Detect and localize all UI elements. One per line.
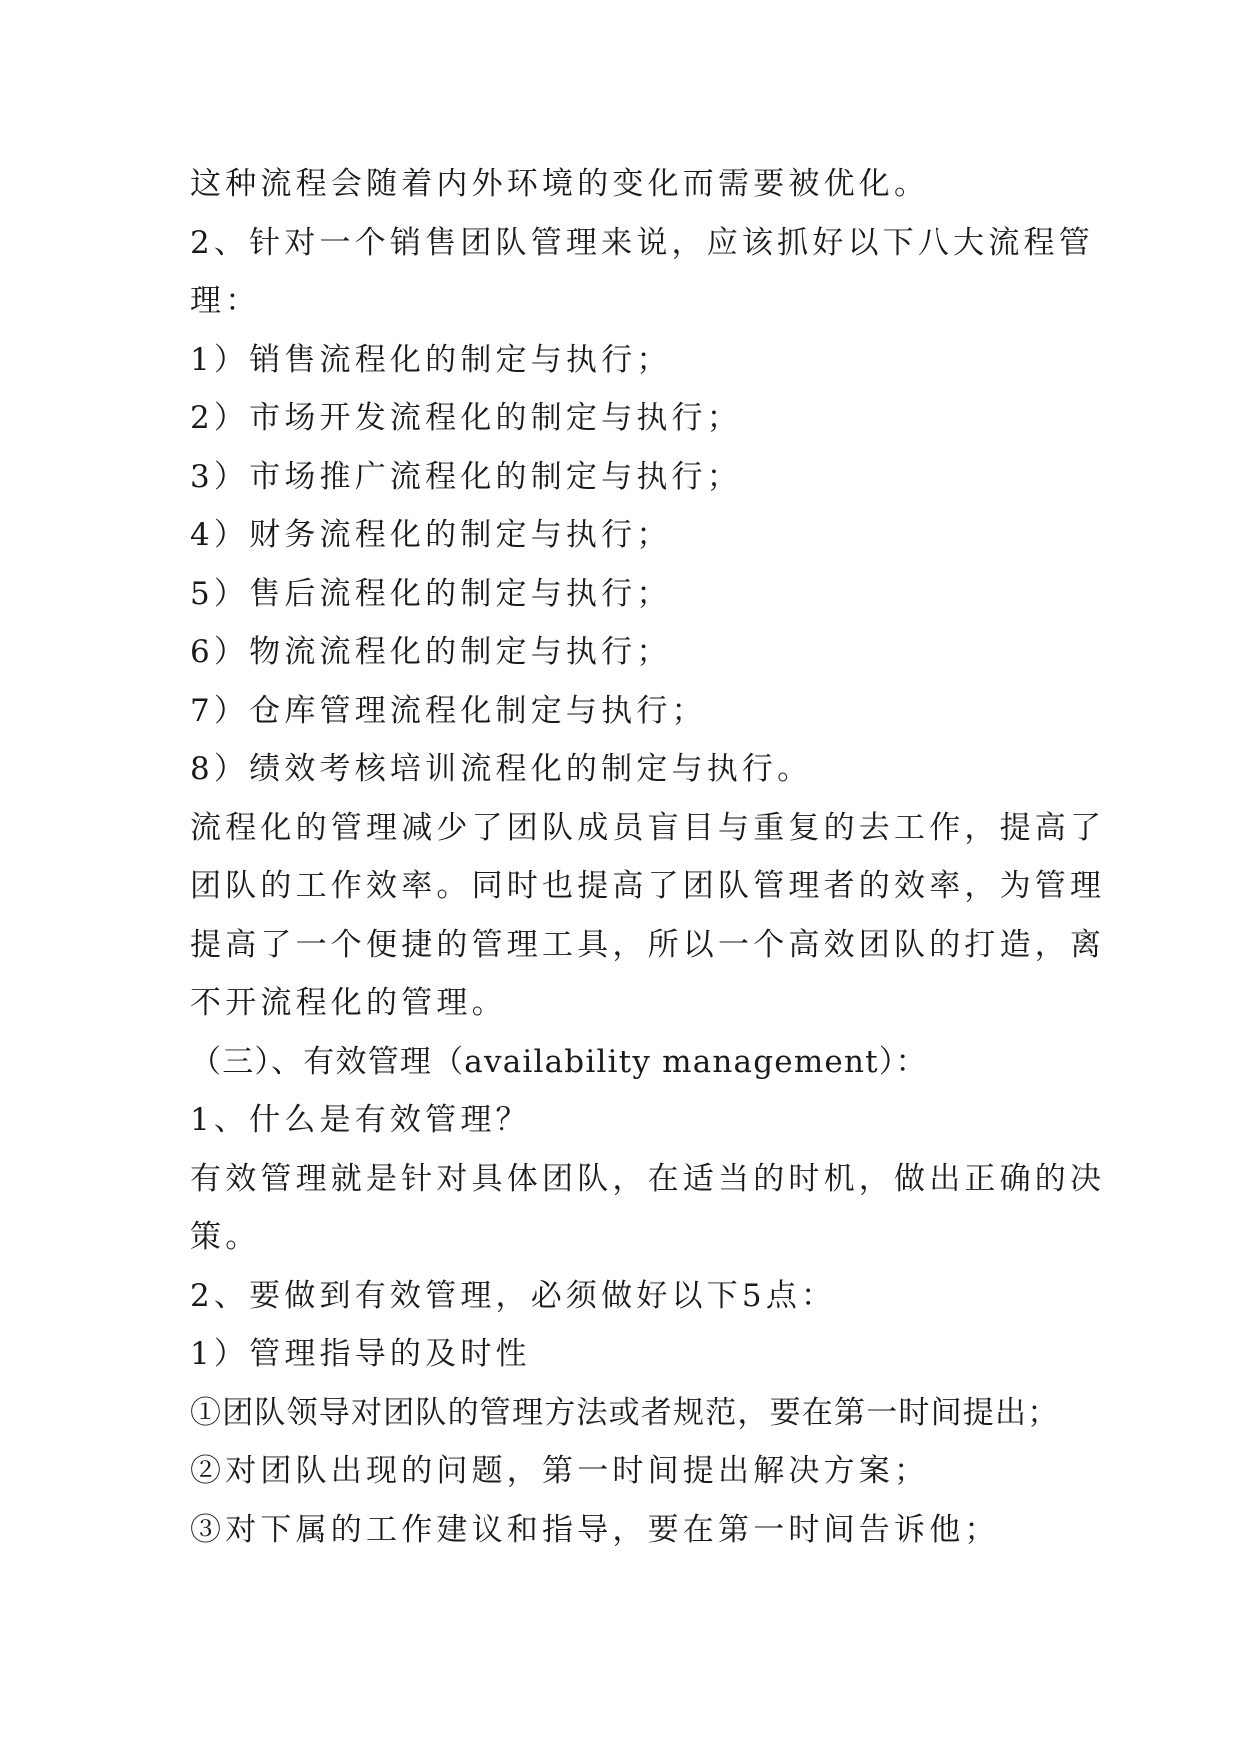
list-item: 2）市场开发流程化的制定与执行； (190, 400, 742, 436)
list-item: 4）财务流程化的制定与执行； (190, 517, 672, 553)
list-item: ②对团队出现的问题，第一时间提出解决方案； (190, 1453, 930, 1489)
paragraph-line: 策。 (190, 1219, 261, 1255)
list-item: ③对下属的工作建议和指导，要在第一时间告诉他； (190, 1511, 1000, 1548)
list-item: ①团队领导对团队的管理方法或者规范，要在第一时间提出； (190, 1394, 1060, 1431)
section-item-heading: 2、针对一个销售团队管理来说，应该抓好以下八大流程管 (190, 224, 1094, 261)
section-item-heading: 2、要做到有效管理，必须做好以下5点： (190, 1277, 837, 1314)
list-item: 7）仓库管理流程化制定与执行； (190, 692, 707, 729)
paragraph-line: 不开流程化的管理。 (190, 985, 507, 1021)
paragraph-line: 有效管理就是针对具体团队，在适当的时机，做出正确的决 (190, 1160, 1106, 1197)
document-body (190, 155, 1106, 1559)
paragraph-line: 这种流程会随着内外环境的变化而需要被优化。 (190, 166, 930, 202)
list-item: 3）市场推广流程化的制定与执行； (190, 458, 742, 495)
list-item: 1）管理指导的及时性 (190, 1336, 531, 1372)
list-item: 1）销售流程化的制定与执行； (190, 341, 672, 378)
list-item: 6）物流流程化的制定与执行； (190, 634, 672, 670)
section-heading: （三）、有效管理（availability management）： (190, 1043, 928, 1080)
paragraph-line: 提高了一个便捷的管理工具，所以一个高效团队的打造，离 (190, 926, 1106, 963)
paragraph-line: 流程化的管理减少了团队成员盲目与重复的去工作，提高了 (190, 809, 1106, 846)
paragraph-line: 团队的工作效率。同时也提高了团队管理者的效率，为管理 (190, 868, 1106, 904)
section-item-heading: 1、什么是有效管理？ (190, 1102, 531, 1138)
list-item: 5）售后流程化的制定与执行； (190, 575, 672, 612)
paragraph-line: 理： (190, 283, 261, 319)
list-item: 8）绩效考核培训流程化的制定与执行。 (190, 751, 813, 787)
